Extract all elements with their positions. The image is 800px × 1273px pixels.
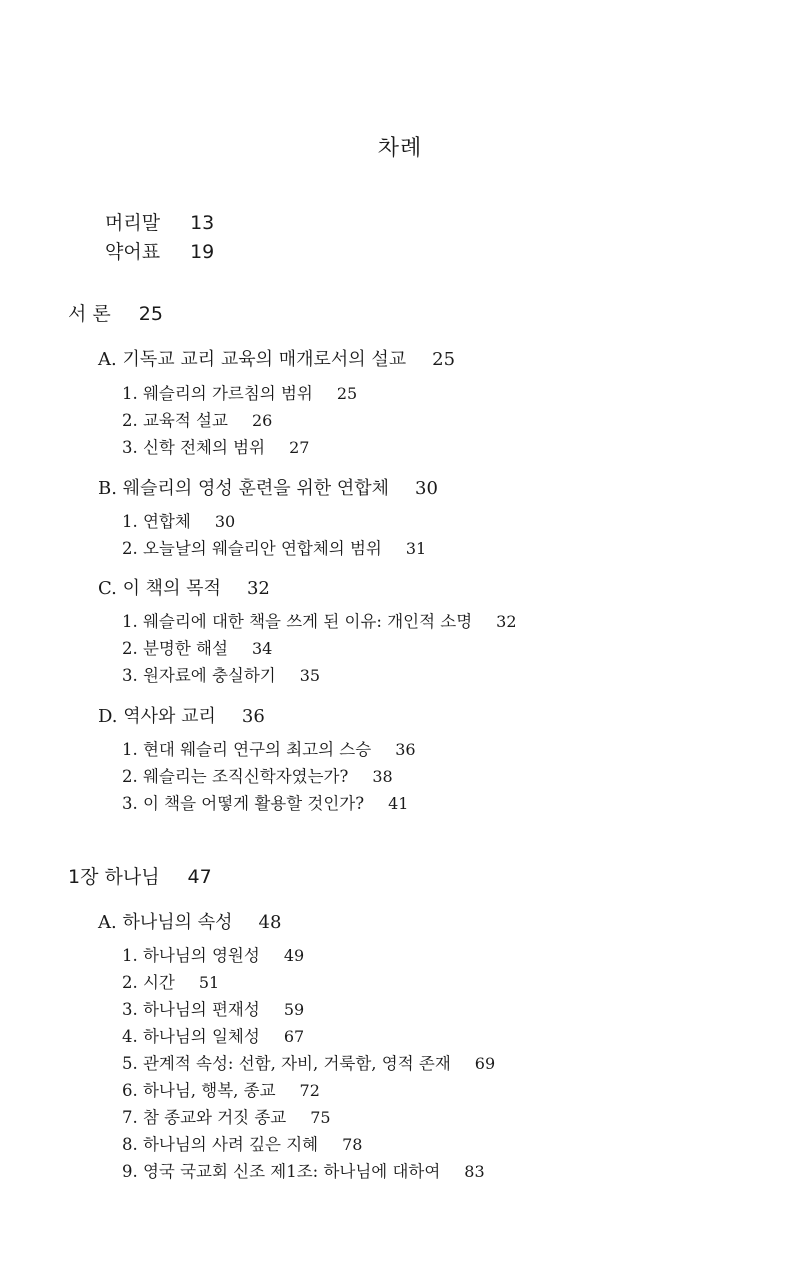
toc-item-page: 69 xyxy=(474,1054,496,1073)
toc-item-page: 51 xyxy=(198,973,220,992)
toc-section-page: 48 xyxy=(258,912,282,933)
toc-item[interactable] xyxy=(122,434,309,458)
toc-item-page: 78 xyxy=(342,1135,363,1154)
toc-item-page: 72 xyxy=(299,1081,320,1100)
toc-item-page: 59 xyxy=(283,1000,305,1019)
toc-section-label: B. 웨슬리의 영성 훈련을 위한 연합체 xyxy=(98,478,389,499)
toc-part-page: 47 xyxy=(187,866,212,888)
toc-item-label: 1. 현대 웨슬리 연구의 최고의 스승 xyxy=(122,740,372,759)
toc-item-page: 35 xyxy=(299,666,321,685)
toc-item[interactable] xyxy=(122,1158,485,1182)
toc-item-label: 8. 하나님의 사려 깊은 지혜 xyxy=(122,1135,319,1154)
toc-item[interactable] xyxy=(122,996,304,1020)
toc-item-label: 1. 하나님의 영원성 xyxy=(122,946,260,965)
toc-entry-label: 약어표 xyxy=(105,241,161,263)
toc-item[interactable] xyxy=(122,969,219,993)
toc-item[interactable] xyxy=(122,1023,304,1047)
toc-item[interactable] xyxy=(122,736,416,760)
toc-section-label: D. 역사와 교리 xyxy=(98,706,216,727)
toc-item-label: 3. 이 책을 어떻게 활용할 것인가? xyxy=(122,794,365,813)
toc-section-label: A. 하나님의 속성 xyxy=(98,912,233,933)
toc-item[interactable] xyxy=(122,535,426,559)
toc-item-page: 41 xyxy=(388,794,409,813)
toc-item-page: 34 xyxy=(251,639,273,658)
toc-item[interactable] xyxy=(122,608,517,632)
toc-item[interactable] xyxy=(122,407,272,431)
toc-item-label: 3. 신학 전체의 범위 xyxy=(122,438,266,457)
toc-item-label: 6. 하나님, 행복, 종교 xyxy=(122,1081,276,1100)
toc-item-page: 38 xyxy=(372,767,393,786)
toc-item-page: 31 xyxy=(405,539,427,558)
toc-entry-preface[interactable] xyxy=(105,208,214,235)
toc-item-page: 27 xyxy=(289,438,310,457)
toc-item-label: 9. 영국 국교회 신조 제1조: 하나님에 대하여 xyxy=(122,1162,441,1181)
toc-part-page: 25 xyxy=(138,303,163,325)
toc-item-page: 67 xyxy=(283,1027,305,1046)
toc-item-page: 32 xyxy=(496,612,517,631)
toc-item[interactable] xyxy=(122,763,393,787)
toc-item[interactable] xyxy=(122,790,408,814)
toc-section-page: 36 xyxy=(241,706,265,727)
toc-entry-abbreviations[interactable] xyxy=(105,237,214,264)
toc-item-label: 2. 시간 xyxy=(122,973,175,992)
toc-item[interactable] xyxy=(122,635,272,659)
toc-item[interactable] xyxy=(122,942,304,966)
toc-item-page: 36 xyxy=(395,740,416,759)
toc-title: 차례 xyxy=(377,136,423,161)
toc-item[interactable] xyxy=(122,508,235,532)
toc-entry-page: 13 xyxy=(190,212,215,234)
toc-section[interactable] xyxy=(98,345,455,371)
toc-entry-page: 19 xyxy=(190,241,215,263)
toc-item-label: 2. 오늘날의 웨슬리안 연합체의 범위 xyxy=(122,539,382,558)
toc-item-label: 5. 관계적 속성: 선함, 자비, 거룩함, 영적 존재 xyxy=(122,1054,451,1073)
toc-item[interactable] xyxy=(122,662,320,686)
toc-item-label: 4. 하나님의 일체성 xyxy=(122,1027,260,1046)
toc-part-label: 1장 하나님 xyxy=(68,866,160,888)
toc-item-page: 49 xyxy=(283,946,305,965)
toc-item-label: 1. 연합체 xyxy=(122,512,191,531)
toc-part-chapter-1[interactable] xyxy=(68,862,212,889)
toc-item-label: 2. 웨슬리는 조직신학자였는가? xyxy=(122,767,349,786)
toc-item-label: 7. 참 종교와 거짓 종교 xyxy=(122,1108,287,1127)
toc-section-page: 30 xyxy=(415,478,438,499)
toc-item-page: 25 xyxy=(336,384,358,403)
toc-section[interactable] xyxy=(98,474,438,500)
toc-item-page: 75 xyxy=(310,1108,331,1127)
toc-item-label: 3. 원자료에 충실하기 xyxy=(122,666,276,685)
toc-section[interactable] xyxy=(98,574,270,600)
toc-part-introduction[interactable] xyxy=(68,299,163,326)
toc-item[interactable] xyxy=(122,1104,331,1128)
toc-item-page: 26 xyxy=(251,411,273,430)
toc-section-page: 32 xyxy=(246,578,270,599)
toc-entry-label: 머리말 xyxy=(105,212,161,234)
toc-section-label: A. 기독교 교리 교육의 매개로서의 설교 xyxy=(98,349,407,370)
toc-item-label: 3. 하나님의 편재성 xyxy=(122,1000,260,1019)
toc-item-label: 2. 분명한 해설 xyxy=(122,639,228,658)
toc-section-page: 25 xyxy=(432,349,456,370)
toc-item[interactable] xyxy=(122,1077,320,1101)
toc-item-page: 30 xyxy=(214,512,236,531)
toc-section[interactable] xyxy=(98,908,281,934)
toc-item[interactable] xyxy=(122,380,357,404)
toc-section[interactable] xyxy=(98,702,265,728)
toc-item-label: 1. 웨슬리에 대한 책을 쓰게 된 이유: 개인적 소명 xyxy=(122,612,473,631)
toc-section-label: C. 이 책의 목적 xyxy=(98,578,221,599)
toc-item-label: 1. 웨슬리의 가르침의 범위 xyxy=(122,384,313,403)
toc-item[interactable] xyxy=(122,1050,495,1074)
toc-item[interactable] xyxy=(122,1131,362,1155)
toc-item-label: 2. 교육적 설교 xyxy=(122,411,228,430)
toc-item-page: 83 xyxy=(464,1162,485,1181)
toc-part-label: 서 론 xyxy=(68,303,111,325)
